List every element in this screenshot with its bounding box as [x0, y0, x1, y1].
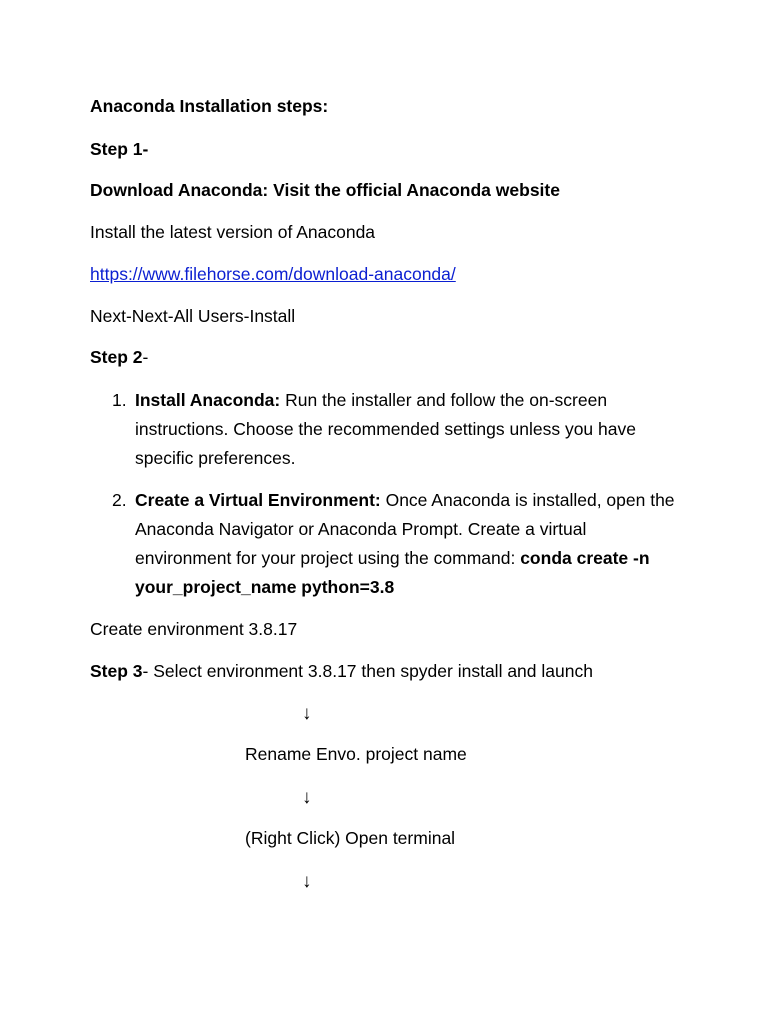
- step2-after-line: Create environment 3.8.17: [90, 619, 298, 639]
- step2-heading: [90, 343, 148, 372]
- download-link[interactable]: https://www.filehorse.com/download-anaconda/: [90, 264, 456, 284]
- list-item-number: 2.: [112, 490, 127, 510]
- step1-install-line: Install the latest version of Anaconda: [90, 222, 376, 242]
- down-arrow-icon: ↓: [302, 787, 312, 808]
- list-item-number: 1.: [112, 390, 127, 410]
- step3-line: [90, 657, 593, 686]
- step1-download-line: Download Anaconda: Visit the official Anaconda website: [90, 180, 560, 200]
- step1-next-line: Next-Next-All Users-Install: [90, 306, 296, 326]
- list-item: [90, 486, 690, 602]
- list-item-text: Once Anaconda is installed, open the Anaconda Navigator or Anaconda Prompt. Create a virtual environment for your project using the command:: [135, 490, 675, 568]
- flow-terminal-step: (Right Click) Open terminal: [245, 828, 456, 848]
- step3-text: - Select environment 3.8.17 then spyder install and launch: [142, 661, 593, 681]
- document-title: Anaconda Installation steps:: [90, 96, 329, 116]
- conda-command: conda create -n your_project_name python=3.8: [135, 548, 650, 597]
- step1-heading: Step 1-: [90, 139, 149, 159]
- list-item-label: Create a Virtual Environment:: [135, 490, 381, 510]
- list-item-body: [135, 486, 675, 602]
- list-item-text: Run the installer and follow the on-screen instructions. Choose the recommended settings unless you have specific preferences.: [135, 390, 636, 468]
- step2-heading-label: Step 2: [90, 347, 143, 367]
- flow-rename-step: Rename Envo. project name: [245, 744, 467, 764]
- down-arrow-icon: ↓: [302, 703, 312, 724]
- list-item-label: Install Anaconda:: [135, 390, 281, 410]
- down-arrow-icon: ↓: [302, 871, 312, 892]
- list-item-body: [135, 386, 690, 473]
- step3-heading: Step 3: [90, 661, 143, 681]
- step2-heading-suffix: -: [142, 347, 149, 367]
- list-item: [90, 386, 690, 473]
